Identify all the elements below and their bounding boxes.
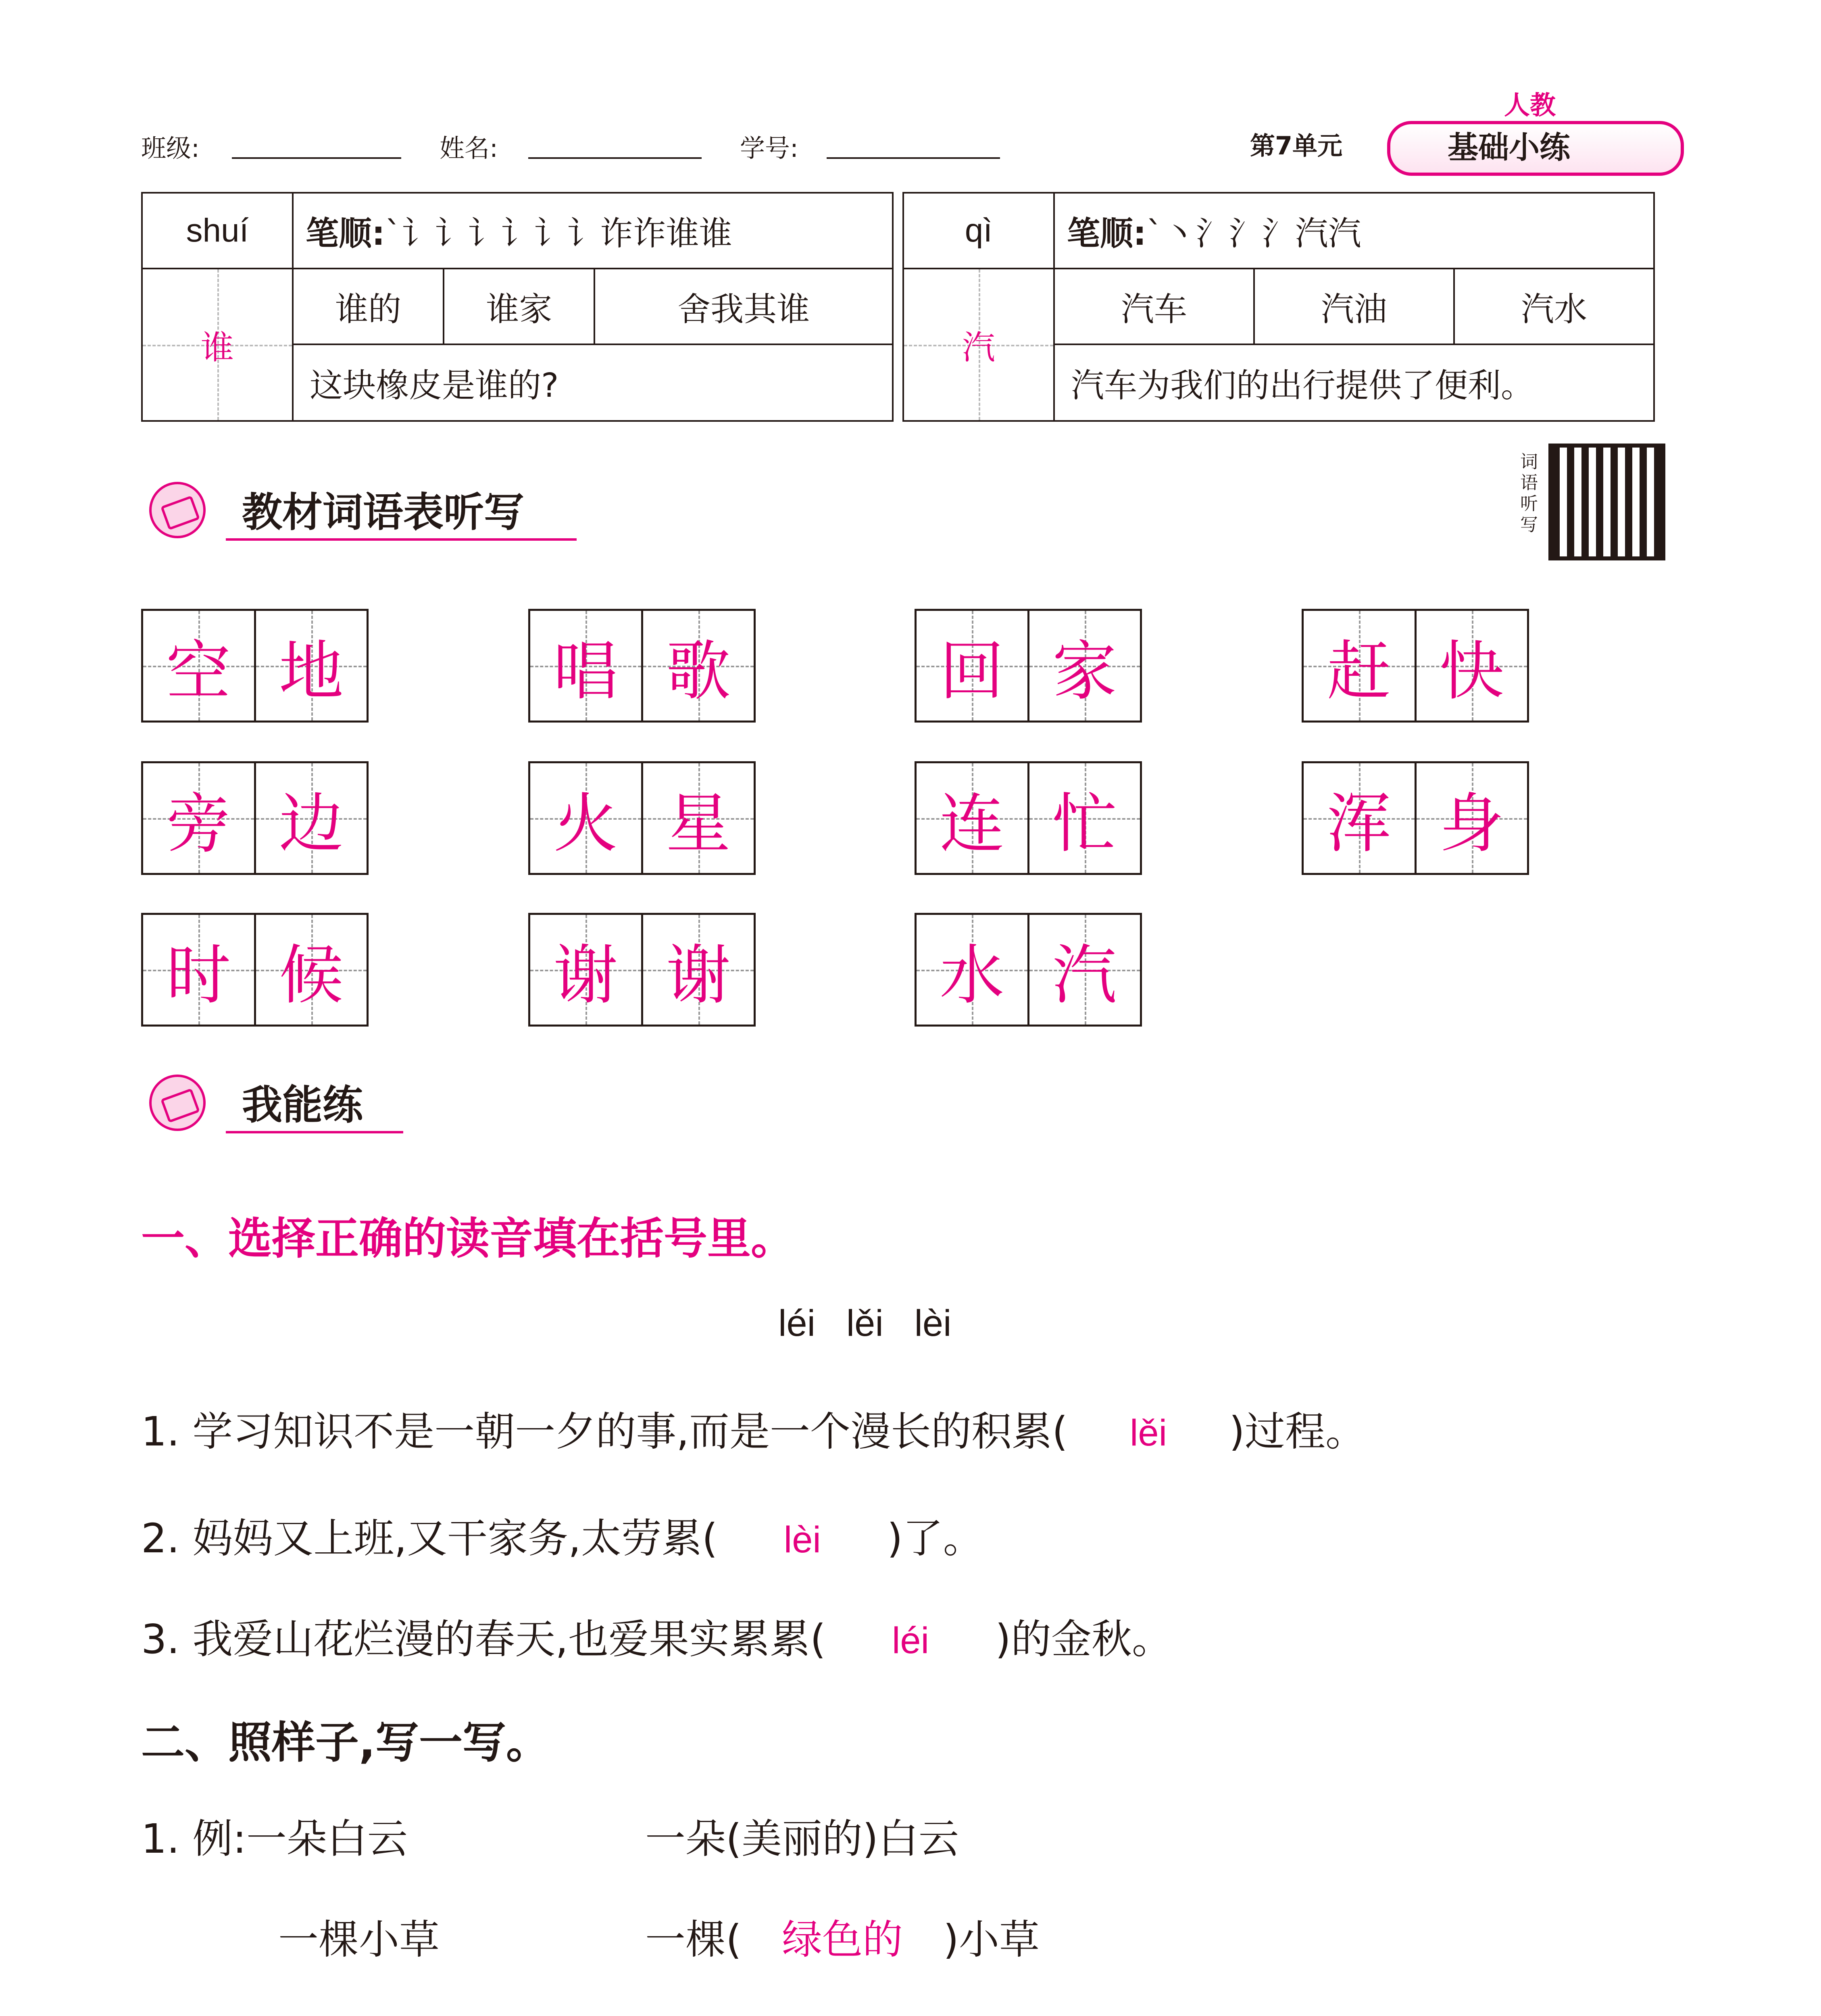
id-field[interactable]	[827, 133, 1000, 159]
word-box	[141, 609, 369, 723]
word-box	[915, 913, 1142, 1027]
word: 汽水	[1454, 269, 1654, 344]
word-cell[interactable]: 星	[641, 763, 754, 873]
series-label: 基础小练	[1448, 129, 1570, 165]
word-cell[interactable]: 歌	[641, 611, 754, 721]
word-cell[interactable]: 身	[1415, 763, 1527, 873]
word-cell[interactable]: 家	[1027, 611, 1140, 721]
word-cell[interactable]: 赶	[1304, 611, 1415, 721]
word-cell[interactable]: 时	[143, 915, 254, 1025]
word-cell[interactable]: 旁	[143, 763, 254, 873]
word-cell[interactable]: 火	[530, 763, 641, 873]
char-card-shui	[141, 192, 894, 422]
pinyin: qì	[903, 193, 1054, 269]
question-1-item-1: 1. 学习知识不是一朝一夕的事,而是一个漫长的积累( lěi )过程。	[141, 1408, 1366, 1455]
word: 谁家	[444, 269, 594, 344]
pinyin: shuí	[142, 193, 293, 269]
word-cell[interactable]: 谢	[641, 915, 754, 1025]
char-card-qi	[902, 192, 1655, 422]
answer[interactable]: léi	[892, 1620, 929, 1661]
answer[interactable]: lèi	[783, 1519, 821, 1560]
question-2-title: 二、照样子,写一写。	[141, 1718, 550, 1768]
class-label: 班级:	[141, 133, 200, 163]
stroke-label: 笔顺:	[1067, 214, 1146, 253]
name-field[interactable]	[528, 133, 702, 159]
word-cell[interactable]: 空	[143, 611, 254, 721]
example-sentence: 汽车为我们的出行提供了便利。	[1054, 344, 1654, 421]
book-icon	[149, 1075, 206, 1131]
qr-label: 词语听写	[1520, 452, 1538, 535]
unit-label: 第7单元	[1250, 131, 1343, 160]
word-cell[interactable]: 唱	[530, 611, 641, 721]
question-1-title: 一、选择正确的读音填在括号里。	[141, 1214, 795, 1264]
section-title-dictation: 教材词语表听写	[242, 489, 524, 536]
question-1-item-2: 2. 妈妈又上班,又干家务,太劳累( lèi )了。	[141, 1515, 983, 1562]
qr-code-icon[interactable]	[1548, 444, 1665, 560]
word-box	[141, 913, 369, 1027]
example-2	[141, 2008, 448, 2016]
word-cell[interactable]: 汽	[1027, 915, 1140, 1025]
word-cell[interactable]: 回	[917, 611, 1027, 721]
word-cell[interactable]: 快	[1415, 611, 1527, 721]
word-cell[interactable]: 连	[917, 763, 1027, 873]
big-character: 谁	[142, 269, 293, 421]
big-character: 汽	[903, 269, 1054, 421]
question-1-item-3: 3. 我爱山花烂漫的春天,也爱果实累累( léi )的金秋。	[141, 1616, 1173, 1663]
section-title-practice: 我能练	[242, 1081, 363, 1129]
section-underline	[226, 538, 577, 541]
word-box	[915, 609, 1142, 723]
class-field[interactable]	[232, 133, 401, 159]
stroke-order: `丶氵氵氵汽汽	[1146, 214, 1361, 253]
word-cell[interactable]: 谢	[530, 915, 641, 1025]
exercise-1: 一棵小草	[278, 1916, 440, 1963]
word-box	[528, 761, 756, 875]
example-2-answer	[645, 2008, 1080, 2016]
word-box	[528, 913, 756, 1027]
word-box	[528, 609, 756, 723]
word-box	[1302, 761, 1529, 875]
publisher-label: 人教	[1504, 91, 1556, 121]
word: 谁的	[293, 269, 444, 344]
exercise-1-line: 一棵( 绿色的 )小草	[645, 1907, 1040, 1965]
example-1-answer: 一朵(美丽的)白云	[645, 1815, 959, 1862]
word-cell[interactable]: 地	[254, 611, 367, 721]
stroke-label: 笔顺:	[306, 214, 385, 253]
word-box	[1302, 609, 1529, 723]
answer[interactable]: 绿色的	[782, 1916, 903, 1963]
word-cell[interactable]: 边	[254, 763, 367, 873]
word-cell[interactable]: 水	[917, 915, 1027, 1025]
section-underline	[226, 1131, 403, 1133]
word: 舍我其谁	[594, 269, 893, 344]
word-box	[141, 761, 369, 875]
word: 汽油	[1254, 269, 1454, 344]
word-cell[interactable]: 候	[254, 915, 367, 1025]
word-cell[interactable]: 忙	[1027, 763, 1140, 873]
answer[interactable]: lěi	[1129, 1412, 1167, 1454]
stroke-order: `讠讠讠讠讠讠诈诈谁谁	[385, 214, 732, 253]
word: 汽车	[1054, 269, 1254, 344]
name-label: 姓名:	[440, 133, 498, 163]
example-sentence: 这块橡皮是谁的?	[293, 344, 893, 421]
word-cell[interactable]: 浑	[1304, 763, 1415, 873]
example-1: 1. 例:一朵白云	[141, 1815, 408, 1862]
id-label: 学号:	[740, 133, 798, 163]
word-box	[915, 761, 1142, 875]
pinyin-options: léi lěi lèi	[778, 1303, 952, 1344]
book-icon	[149, 482, 206, 538]
